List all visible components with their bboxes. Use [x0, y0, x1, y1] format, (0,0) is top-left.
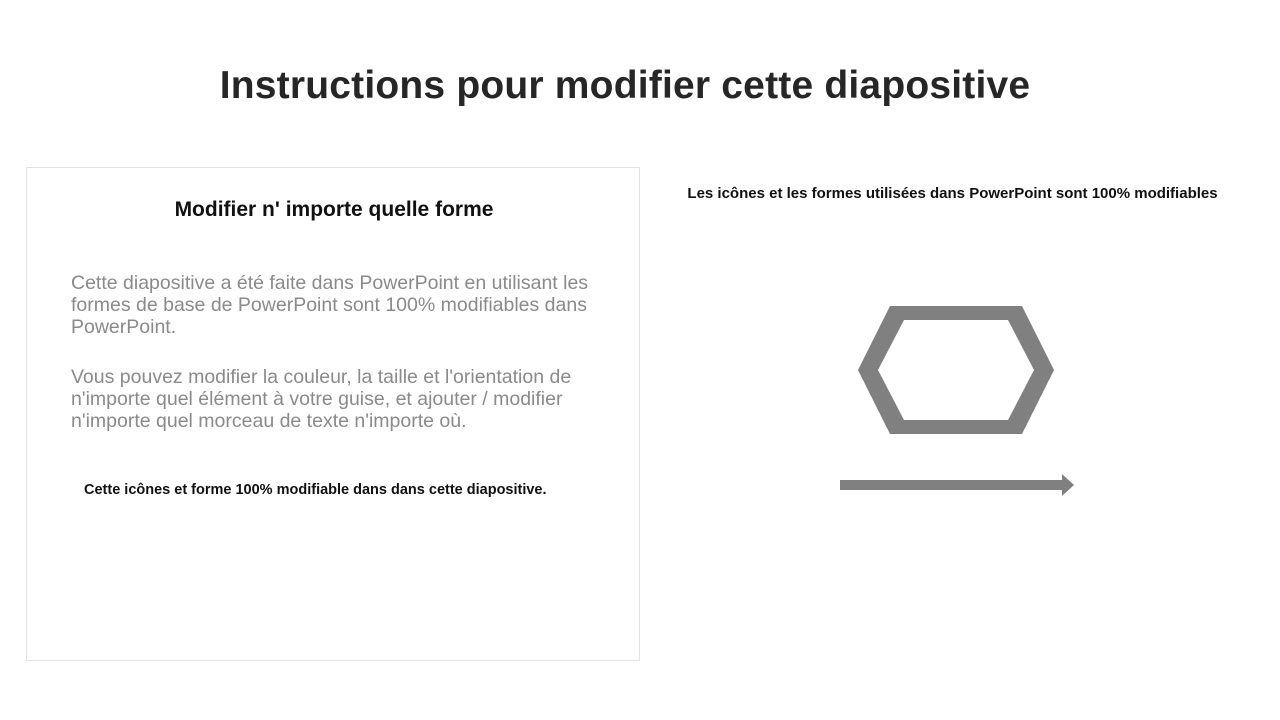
shapes-caption: Les icônes et les formes utilisées dans PowerPoint sont 100% modifiables [687, 185, 1218, 202]
instructions-paragraph-2: Vous pouvez modifier la couleur, la taille et l'orientation de n'importe quel élément à votre guise, et ajouter / modifier n'importe quel morceau de texte n'importe où. [71, 366, 572, 432]
panel-heading: Modifier n' importe quelle forme [174, 198, 494, 221]
instructions-panel [26, 167, 640, 661]
panel-note: Cette icônes et forme 100% modifiable dans dans cette diapositive. [84, 482, 547, 498]
instructions-paragraph-1: Cette diapositive a été faite dans PowerPoint en utilisant les formes de base de PowerPoint sont 100% modifiables dans PowerPoint. [71, 272, 589, 338]
slide-title: Instructions pour modifier cette diapositive [219, 64, 1031, 107]
hexagon-outline-icon [856, 304, 1056, 436]
arrow-right-icon [838, 472, 1076, 498]
